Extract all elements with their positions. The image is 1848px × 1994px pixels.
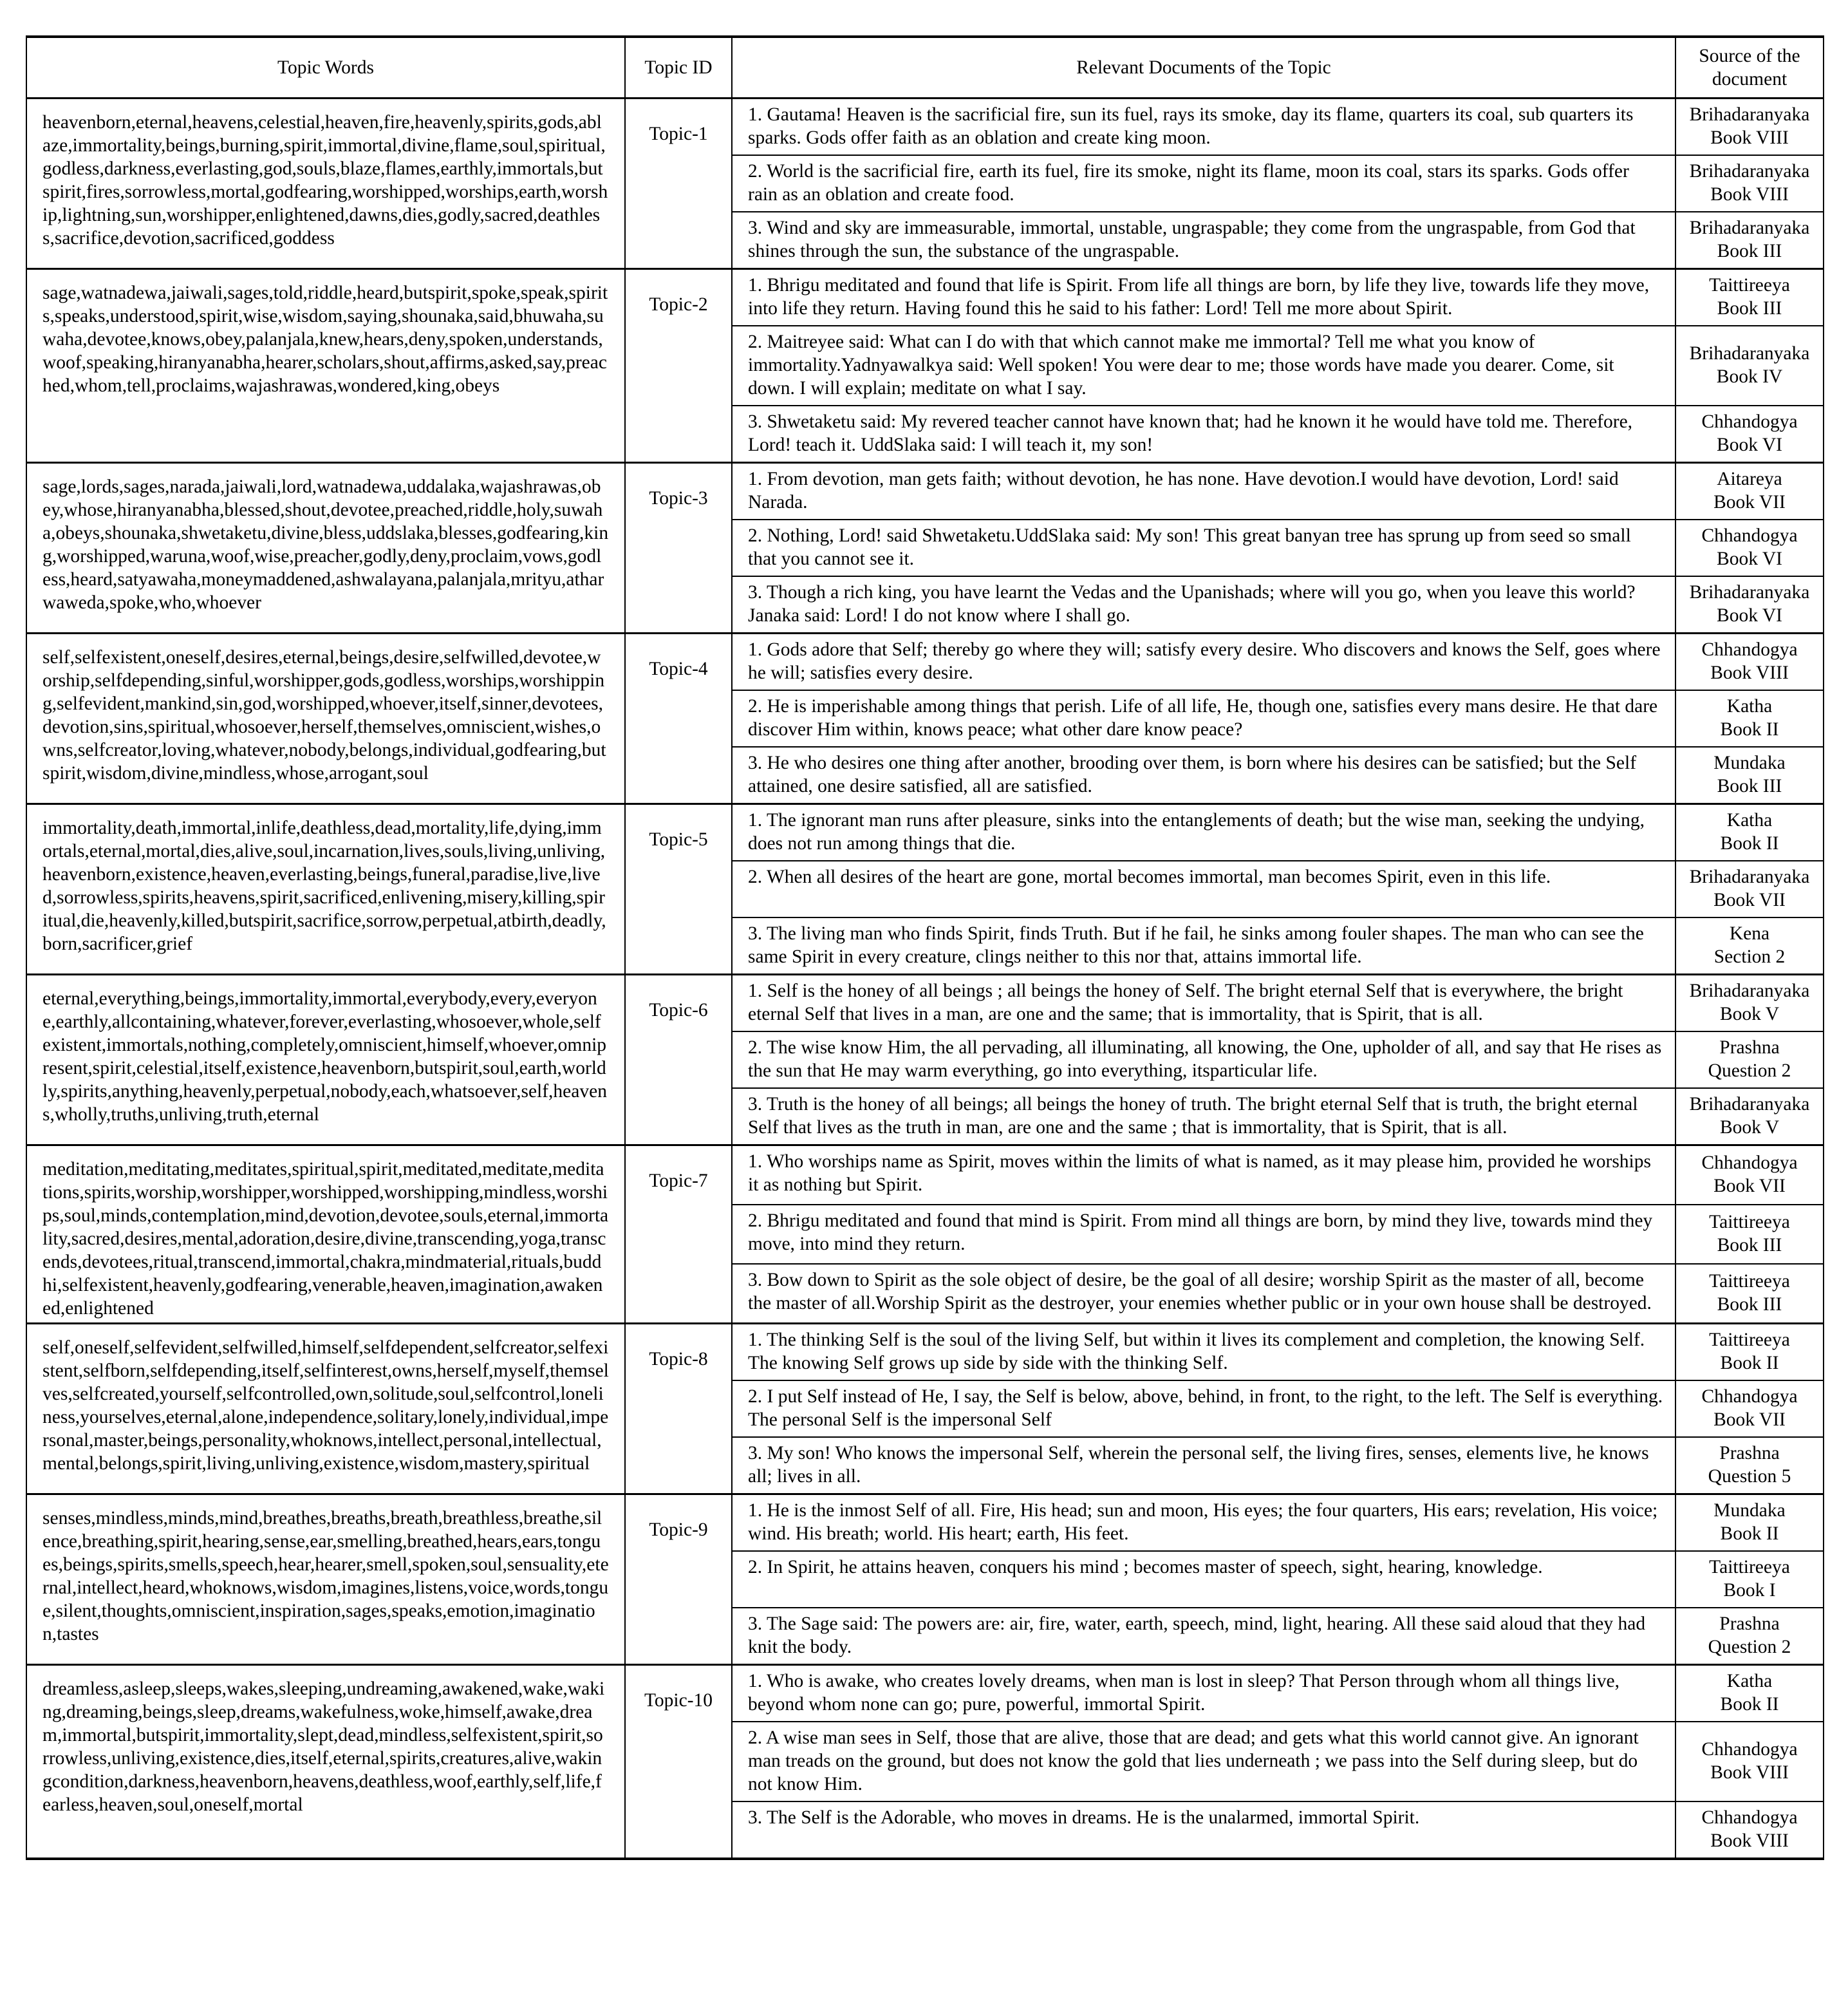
topic-id-cell: Topic-6 bbox=[625, 975, 732, 1145]
source-cell bbox=[1675, 690, 1824, 747]
source-section: Book III bbox=[1717, 241, 1782, 261]
source-cell bbox=[1675, 1722, 1824, 1801]
source-section: Book III bbox=[1717, 1234, 1782, 1256]
document-cell: 2. In Spirit, he attains heaven, conquers his mind ; becomes master of speech, sight, hearing, knowledge. bbox=[732, 1551, 1675, 1608]
document-cell: 1. Self is the honey of all beings ; all beings the honey of Self. The bright eternal Self that is everywhere, the bright eternal Self that lives in a man, are one and the same; that is immortality, that is Spirit, that is all. bbox=[732, 975, 1675, 1032]
document-cell: 3. The Sage said: The powers are: air, fire, water, earth, speech, mind, light, hearing. All these said aloud that they had knit the body. bbox=[732, 1608, 1675, 1665]
source-name: Katha bbox=[1726, 696, 1773, 717]
table-row bbox=[26, 1494, 1824, 1552]
document-cell: 3. Though a rich king, you have learnt the Vedas and the Upanishads; where will you go, when you leave this world? Janaka said: Lord! I do not know where I shall go. bbox=[732, 576, 1675, 634]
source-cell bbox=[1675, 1608, 1824, 1665]
source-section: Book II bbox=[1720, 1353, 1779, 1373]
document-cell: 2. The wise know Him, the all pervading, all illuminating, all knowing, the One, upholder of all, and say that He rises as the sun that He may warm everything, go into everything, itsparticular life. bbox=[732, 1031, 1675, 1088]
source-name: Mundaka bbox=[1713, 1500, 1786, 1521]
source-section: Book VI bbox=[1717, 435, 1782, 455]
topic-words-cell: heavenborn,eternal,heavens,celestial,heaven,fire,heavenly,spirits,gods,ablaze,immortality,beings,burning,spirit,immortal,divine,flame,soul,spiritual,godless,darkness,everlasting,god,souls,blaze,flames,earthly,immortals,butspirit,fires,sorrowless,mortal,godfearing,worshipped,worships,earth,worship,lightning,sun,worshipper,enlightened,dawns,dies,godly,sacred,deathless,sacrifice,devotion,sacrificed,goddess bbox=[26, 99, 625, 269]
document-cell: 1. Bhrigu meditated and found that life is Spirit. From life all things are born, by life they live, towards life they move, into life they return. Having found this he said to his father: Lord! Tell me more about Spirit. bbox=[732, 269, 1675, 326]
source-name: Chhandogya bbox=[1701, 1386, 1798, 1407]
source-name: Taittireeya bbox=[1709, 1330, 1790, 1350]
source-cell bbox=[1675, 1324, 1824, 1381]
header-source: Source of the document bbox=[1675, 37, 1824, 99]
source-section: Book III bbox=[1717, 1293, 1782, 1315]
source-name: Chhandogya bbox=[1701, 1739, 1798, 1760]
source-section: Book VIII bbox=[1710, 1762, 1789, 1783]
source-section: Book VII bbox=[1713, 492, 1786, 513]
document-cell: 3. Shwetaketu said: My revered teacher cannot have known that; had he known it he would have told me. Therefore, Lord! teach it. UddSlaka said: I will teach it, my son! bbox=[732, 406, 1675, 463]
source-name: Chhandogya bbox=[1701, 411, 1798, 432]
document-cell: 1. Who worships name as Spirit, moves within the limits of what is named, as it may please him, provided he worships it as nothing but Spirit. bbox=[732, 1145, 1675, 1205]
topic-id-cell: Topic-5 bbox=[625, 804, 732, 975]
source-section: Book V bbox=[1719, 1004, 1780, 1024]
source-section: Book VI bbox=[1717, 605, 1782, 626]
source-cell bbox=[1675, 1088, 1824, 1145]
source-name: Chhandogya bbox=[1701, 1807, 1798, 1828]
source-name: Brihadaranyaka bbox=[1689, 981, 1810, 1001]
document-cell: 2. Nothing, Lord! said Shwetaketu.UddSlaka said: My son! This great banyan tree has sprung up from seed so small that you cannot see it. bbox=[732, 520, 1675, 576]
source-section: Book VII bbox=[1713, 890, 1786, 910]
topic-words-cell: dreamless,asleep,sleeps,wakes,sleeping,undreaming,awakened,wake,waking,dreaming,beings,sleep,dreams,wakefulness,woke,himself,awake,dream,immortal,butspirit,immortality,slept,dead,mindless,selfexistent,spirit,sorrowless,unliving,existence,dies,itself,eternal,spirits,creatures,alive,wakingcondition,darkness,heavenborn,heavens,deathless,woof,earthly,self,life,fearless,heaven,soul,oneself,mortal bbox=[26, 1665, 625, 1859]
source-name: Brihadaranyaka bbox=[1689, 343, 1810, 364]
document-cell: 3. Truth is the honey of all beings; all beings the honey of truth. The bright eternal Self that is truth, the bright eternal Self that lives as the truth in man, are one and the same ; that is immortality, that is Spirit, that is all. bbox=[732, 1088, 1675, 1145]
document-cell: 1. Gautama! Heaven is the sacrificial fire, sun its fuel, rays its smoke, day its flame, quarters its coal, sub quarters its sparks. Gods offer faith as an oblation and create king moon. bbox=[732, 99, 1675, 156]
source-cell bbox=[1675, 576, 1824, 634]
source-name: Mundaka bbox=[1713, 753, 1786, 773]
topic-words-cell: sage,lords,sages,narada,jaiwali,lord,watnadewa,uddalaka,wajashrawas,obey,whose,hiranyanabha,blessed,shout,devotee,preached,riddle,holy,suwaha,obeys,shounaka,shwetaketu,divine,bless,uddslaka,blesses,godfearing,king,worshipped,waruna,woof,wise,preacher,godly,deny,proclaim,vows,godless,heard,satyawaha,moneymaddened,ashwalayana,palanjala,mrityu,atharwaweda,spoke,who,whoever bbox=[26, 463, 625, 634]
source-cell bbox=[1675, 634, 1824, 691]
source-name: Prashna bbox=[1719, 1613, 1780, 1634]
table-row bbox=[26, 269, 1824, 326]
source-name: Taittireeya bbox=[1709, 1211, 1790, 1232]
source-name: Brihadaranyaka bbox=[1689, 218, 1810, 238]
document-cell: 1. Who is awake, who creates lovely dreams, when man is lost in sleep? That Person through whom all things live, beyond whom none can go; pure, powerful, immortal Spirit. bbox=[732, 1665, 1675, 1722]
source-section: Book VIII bbox=[1710, 184, 1789, 205]
table-body bbox=[26, 99, 1824, 1859]
topic-id-cell: Topic-2 bbox=[625, 269, 732, 463]
source-name: Katha bbox=[1726, 810, 1773, 831]
source-cell bbox=[1675, 155, 1824, 212]
source-section: Book II bbox=[1720, 719, 1779, 740]
source-cell bbox=[1675, 269, 1824, 326]
header-topic-words: Topic Words bbox=[26, 37, 625, 99]
topic-id-cell: Topic-1 bbox=[625, 99, 732, 269]
document-cell: 1. Gods adore that Self; thereby go where they will; satisfy every desire. Who discovers and knows the Self, goes where he will; satisfies every desire. bbox=[732, 634, 1675, 691]
source-name: Brihadaranyaka bbox=[1689, 582, 1810, 603]
source-cell bbox=[1675, 1380, 1824, 1437]
document-cell: 3. My son! Who knows the impersonal Self, wherein the personal self, the living fires, senses, elements live, he knows all; lives in all. bbox=[732, 1437, 1675, 1494]
source-section: Book VII bbox=[1713, 1409, 1786, 1430]
table-row bbox=[26, 975, 1824, 1032]
source-section: Book VI bbox=[1717, 549, 1782, 569]
source-cell bbox=[1675, 406, 1824, 463]
topic-id-cell: Topic-8 bbox=[625, 1324, 732, 1494]
topic-id-cell: Topic-4 bbox=[625, 634, 732, 804]
source-cell bbox=[1675, 520, 1824, 576]
source-name: Kena bbox=[1729, 923, 1770, 944]
source-name: Taittireeya bbox=[1709, 1557, 1790, 1577]
source-cell bbox=[1675, 1264, 1824, 1324]
document-cell: 2. When all desires of the heart are gone, mortal becomes immortal, man becomes Spirit, even in this life. bbox=[732, 861, 1675, 917]
source-cell bbox=[1675, 1437, 1824, 1494]
source-section: Book IV bbox=[1716, 366, 1783, 387]
source-name: Brihadaranyaka bbox=[1689, 1094, 1810, 1115]
document-cell: 3. The living man who finds Spirit, finds Truth. But if he fail, he sinks among fouler shapes. The man who can see the same Spirit in every creature, clings neither to this nor that, attains immortal life. bbox=[732, 917, 1675, 975]
source-cell bbox=[1675, 1665, 1824, 1722]
source-cell bbox=[1675, 463, 1824, 520]
source-name: Brihadaranyaka bbox=[1689, 104, 1810, 125]
header-row bbox=[26, 37, 1824, 99]
source-cell bbox=[1675, 99, 1824, 156]
document-cell: 3. Bow down to Spirit as the sole object of desire, be the goal of all desire; worship Spirit as the master of all, become the master of all.Worship Spirit as the destroyer, your enemies whether public or in your own house shall be destroyed. bbox=[732, 1264, 1675, 1324]
source-cell bbox=[1675, 1145, 1824, 1205]
source-section: Book II bbox=[1720, 833, 1779, 854]
topic-id-cell: Topic-9 bbox=[625, 1494, 732, 1665]
topic-words-cell: sage,watnadewa,jaiwali,sages,told,riddle,heard,butspirit,spoke,speak,spirits,speaks,understood,spirit,wise,wisdom,saying,shounaka,said,bhuwaha,suwaha,devotee,knows,obey,palanjala,knew,hears,deny,spoken,understands,woof,speaking,hiranyanabha,hearer,scholars,shout,affirms,asked,say,preached,whom,tell,proclaims,wajashrawas,wondered,king,obeys bbox=[26, 269, 625, 463]
topic-words-cell: self,oneself,selfevident,selfwilled,himself,selfdependent,selfcreator,selfexistent,selfborn,selfdepending,itself,selfinterest,owns,herself,myself,themselves,selfcreated,yourself,selfcontrolled,own,solitude,soul,selfcontrol,loneliness,yourselves,eternal,alone,independence,solitary,lonely,individual,impersonal,master,beings,personality,whoknows,intellect,personal,intellectual,mental,belongs,spirit,living,unliving,existence,wisdom,mastery,spiritual bbox=[26, 1324, 625, 1494]
source-section: Book III bbox=[1717, 776, 1782, 796]
topic-id-cell: Topic-3 bbox=[625, 463, 732, 634]
source-section: Book VIII bbox=[1710, 127, 1789, 148]
document-cell: 2. World is the sacrificial fire, earth its fuel, fire its smoke, night its flame, moon its coal, stars its sparks. Gods offer rain as an oblation and create food. bbox=[732, 155, 1675, 212]
source-cell bbox=[1675, 861, 1824, 917]
source-section: Book II bbox=[1720, 1523, 1779, 1544]
source-name: Chhandogya bbox=[1701, 525, 1798, 546]
topic-words-cell: self,selfexistent,oneself,desires,eternal,beings,desire,selfwilled,devotee,worship,selfdepending,sinful,worshipper,gods,godless,worships,worshipping,selfevident,mankind,sin,god,worshipped,whoever,itself,sinner,devotees,devotion,sins,spiritual,whosoever,herself,themselves,omniscient,wishes,owns,selfcreator,loving,whatever,nobody,belongs,individual,godfearing,butspirit,wisdom,divine,mindless,whose,arrogant,soul bbox=[26, 634, 625, 804]
document-cell: 1. He is the inmost Self of all. Fire, His head; sun and moon, His eyes; the four quarters, His ears; revelation, His voice; wind. His breath; world. His heart; earth, His feet. bbox=[732, 1494, 1675, 1552]
source-name: Chhandogya bbox=[1701, 639, 1798, 660]
topic-id-cell: Topic-7 bbox=[625, 1145, 732, 1324]
document-cell: 3. The Self is the Adorable, who moves in dreams. He is the unalarmed, immortal Spirit. bbox=[732, 1801, 1675, 1859]
document-cell: 2. Bhrigu meditated and found that mind is Spirit. From mind all things are born, by mind they live, towards mind they move, into mind they return. bbox=[732, 1205, 1675, 1264]
table-row bbox=[26, 1665, 1824, 1722]
header-topic-id: Topic ID bbox=[625, 37, 732, 99]
document-cell: 2. I put Self instead of He, I say, the Self is below, above, behind, in front, to the right, to the left. The Self is everything. The personal Self is the impersonal Self bbox=[732, 1380, 1675, 1437]
table-row bbox=[26, 804, 1824, 861]
source-name: Chhandogya bbox=[1701, 1152, 1798, 1173]
document-cell: 3. Wind and sky are immeasurable, immortal, unstable, ungraspable; they come from the ungraspable, from God that shines through the sun, the substance of the ungraspable. bbox=[732, 212, 1675, 269]
table-row bbox=[26, 1324, 1824, 1381]
topic-table bbox=[26, 35, 1824, 1860]
source-section: Book III bbox=[1717, 298, 1782, 319]
page bbox=[26, 35, 1823, 1860]
source-name: Brihadaranyaka bbox=[1689, 867, 1810, 887]
document-cell: 3. He who desires one thing after another, brooding over them, is born where his desires can be satisfied; but the Self attained, one desire satisfied, all are satisfied. bbox=[732, 747, 1675, 804]
source-name: Prashna bbox=[1719, 1443, 1780, 1463]
source-cell bbox=[1675, 1205, 1824, 1264]
source-cell bbox=[1675, 747, 1824, 804]
source-cell bbox=[1675, 804, 1824, 861]
source-name: Taittireeya bbox=[1709, 275, 1790, 296]
source-cell bbox=[1675, 326, 1824, 406]
topic-words-cell: eternal,everything,beings,immortality,immortal,everybody,every,everyone,earthly,allcontaining,whatever,forever,everlasting,whosoever,whole,selfexistent,immortals,nothing,completely,omniscient,himself,whoever,omnipresent,spirit,celestial,itself,existence,heavenborn,butspirit,soul,earth,worldly,spirits,anything,heavenly,perpetual,nobody,each,whatsoever,self,heavens,wholly,truths,unliving,truth,eternal bbox=[26, 975, 625, 1145]
document-cell: 2. A wise man sees in Self, those that are alive, those that are dead; and gets what this world cannot give. An ignorant man treads on the ground, but does not know the gold that lies underneath ; we pass into the Self during sleep, but do not know Him. bbox=[732, 1722, 1675, 1801]
source-section: Book VIII bbox=[1710, 1830, 1789, 1851]
topic-words-cell: meditation,meditating,meditates,spiritual,spirit,meditated,meditate,meditations,spirits,worship,worshipper,worshipped,worshipping,mindless,worships,soul,minds,contemplation,mind,devotion,devotee,souls,eternal,immortality,sacred,desires,mental,adoration,desire,divine,transcending,yoga,transcends,devotees,ritual,transcend,immortal,chakra,mindmaterial,rituals,buddhi,selfexistent,heavenly,godfearing,venerable,heaven,imagination,awakened,enlightened bbox=[26, 1145, 625, 1324]
source-cell bbox=[1675, 1031, 1824, 1088]
source-cell bbox=[1675, 975, 1824, 1032]
topic-words-cell: immortality,death,immortal,inlife,deathless,dead,mortality,life,dying,immortals,eternal,mortal,dies,alive,soul,incarnation,lives,souls,living,unliving,heavenborn,existence,heaven,everlasting,beings,funeral,paradise,live,lived,sorrowless,spirits,heavens,spirit,sacrificed,enlivening,misery,killing,spiritual,die,heavenly,killed,butspirit,sacrifice,sorrow,perpetual,atbirth,deadly,born,sacrificer,grief bbox=[26, 804, 625, 975]
source-section: Section 2 bbox=[1713, 946, 1786, 967]
source-name: Aitareya bbox=[1717, 469, 1782, 489]
source-cell bbox=[1675, 917, 1824, 975]
source-section: Book I bbox=[1723, 1580, 1776, 1601]
source-section: Question 2 bbox=[1708, 1637, 1791, 1657]
source-cell bbox=[1675, 1801, 1824, 1859]
source-section: Question 5 bbox=[1708, 1466, 1791, 1487]
table-row bbox=[26, 634, 1824, 691]
source-cell bbox=[1675, 212, 1824, 269]
source-section: Book VII bbox=[1713, 1176, 1786, 1196]
source-cell bbox=[1675, 1494, 1824, 1552]
table-row bbox=[26, 99, 1824, 156]
source-name: Prashna bbox=[1719, 1037, 1780, 1058]
document-cell: 1. The thinking Self is the soul of the living Self, but within it lives its complement and completion, the knowing Self. The knowing Self grows up side by side with the thinking Self. bbox=[732, 1324, 1675, 1381]
document-cell: 2. Maitreyee said: What can I do with that which cannot make me immortal? Tell me what you know of immortality.Yadnyawalkya said: Well spoken! You were dear to me; those words have made you dearer. Come, sit down. I will explain; meditate on what I say. bbox=[732, 326, 1675, 406]
document-cell: 2. He is imperishable among things that perish. Life of all life, He, though one, satisfies every mans desire. He that dare discover Him within, knows peace; what other dare know peace? bbox=[732, 690, 1675, 747]
source-name: Taittireeya bbox=[1709, 1270, 1790, 1292]
table-row bbox=[26, 463, 1824, 520]
source-name: Brihadaranyaka bbox=[1689, 161, 1810, 182]
source-cell bbox=[1675, 1551, 1824, 1608]
header-relevant-documents: Relevant Documents of the Topic bbox=[732, 37, 1675, 99]
topic-id-cell: Topic-10 bbox=[625, 1665, 732, 1859]
topic-words-cell: senses,mindless,minds,mind,breathes,breaths,breath,breathless,breathe,silence,breathing,spirit,hearing,sense,ear,smelling,breathed,hears,ears,tongues,beings,spirits,smells,speech,hear,hearer,smell,spoken,soul,sensuality,eternal,intellect,heard,whoknows,wisdom,imagines,listens,voice,words,tongue,silent,thoughts,omniscient,inspiration,sages,speaks,emotion,imagination,tastes bbox=[26, 1494, 625, 1665]
table-row bbox=[26, 1145, 1824, 1205]
document-cell: 1. The ignorant man runs after pleasure, sinks into the entanglements of death; but the wise man, seeking the undying, does not run among things that die. bbox=[732, 804, 1675, 861]
source-section: Book VIII bbox=[1710, 663, 1789, 683]
source-section: Question 2 bbox=[1708, 1060, 1791, 1081]
document-cell: 1. From devotion, man gets faith; without devotion, he has none. Have devotion.I would have devotion, Lord! said Narada. bbox=[732, 463, 1675, 520]
source-section: Book II bbox=[1720, 1694, 1779, 1715]
source-name: Katha bbox=[1726, 1671, 1773, 1691]
source-section: Book V bbox=[1719, 1117, 1780, 1138]
